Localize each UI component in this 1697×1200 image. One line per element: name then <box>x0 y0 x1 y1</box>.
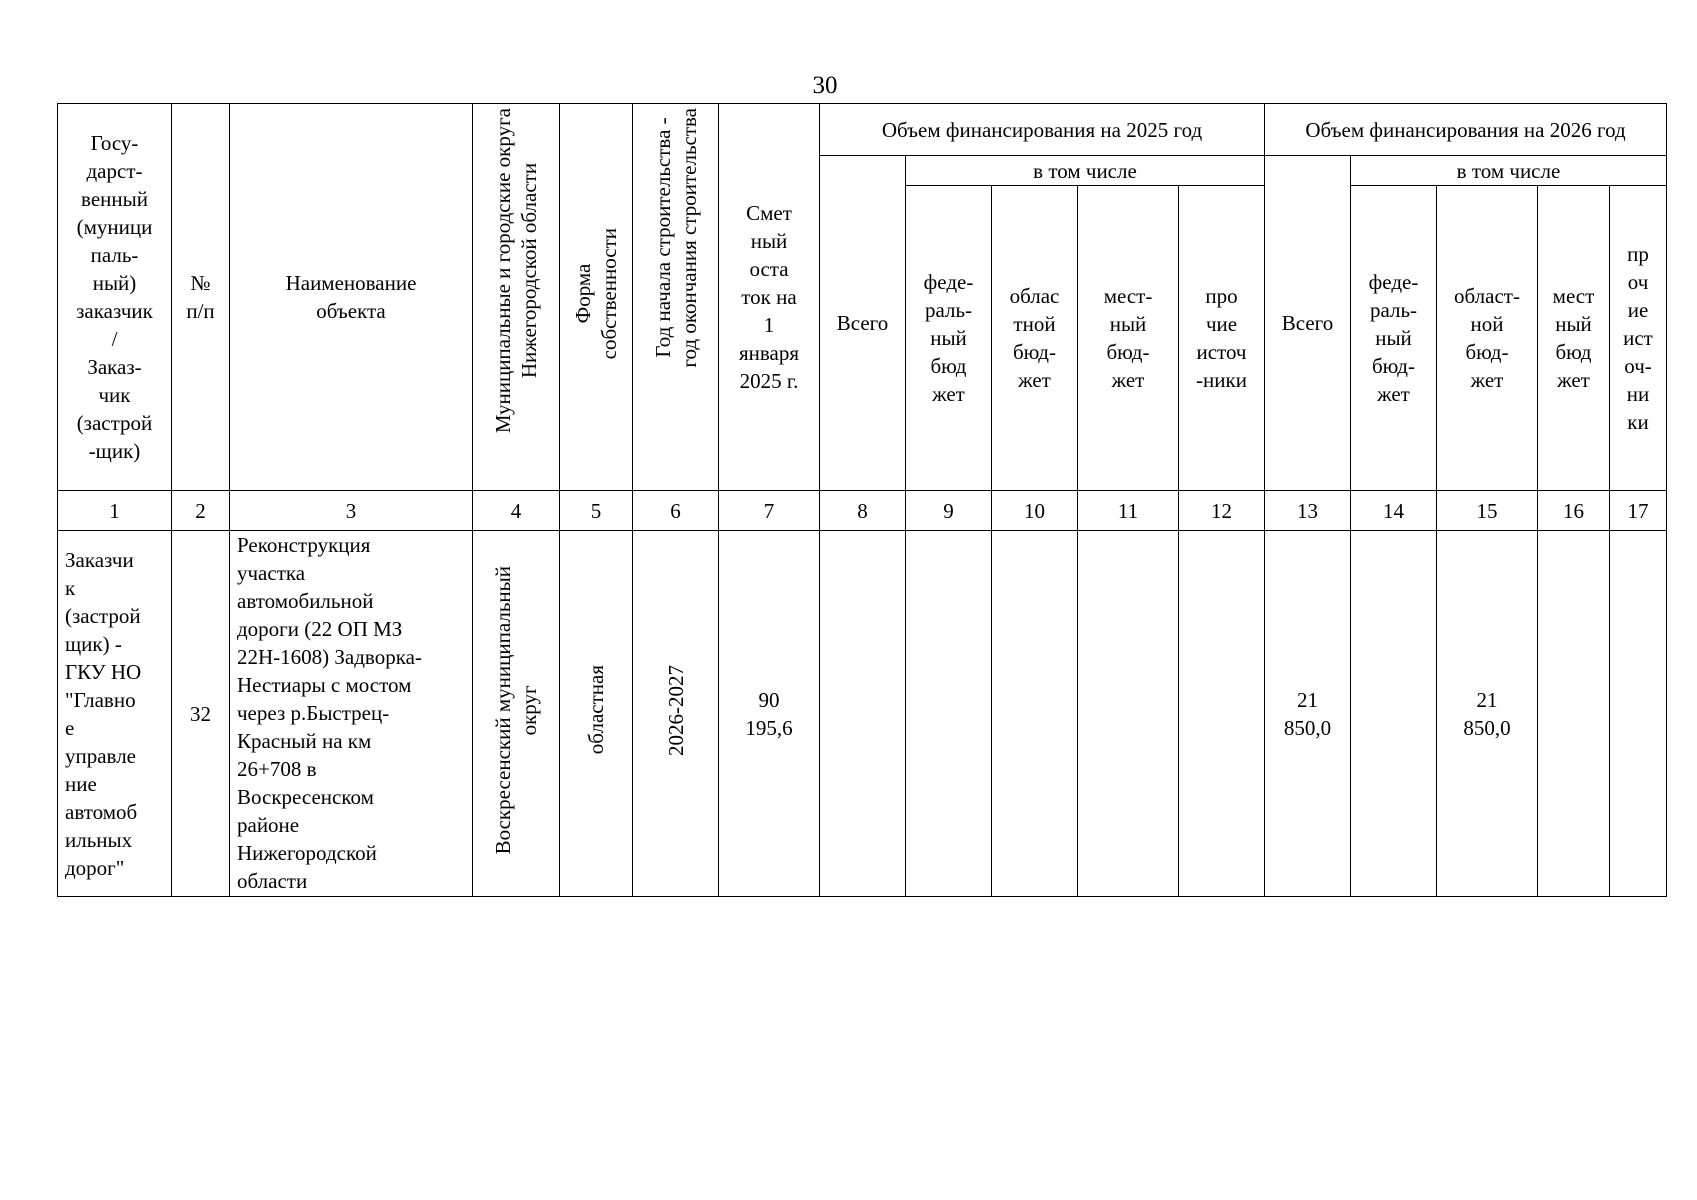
column-number: 5 <box>560 491 633 531</box>
column-number: 17 <box>1610 491 1667 531</box>
column-number: 3 <box>230 491 473 531</box>
cell-total-2025 <box>820 531 906 897</box>
header-including-2025: в том числе <box>906 156 1265 186</box>
header-financing-2026: Объем финансирования на 2026 год <box>1265 104 1667 156</box>
column-number: 2 <box>172 491 230 531</box>
header-total-2025: Всего <box>820 156 906 491</box>
header-row-groups <box>58 104 1667 156</box>
header-regional-2025: облас тной бюд- жет <box>992 186 1078 491</box>
header-federal-2026: феде- раль- ный бюд- жет <box>1351 186 1437 491</box>
header-number: № п/п <box>172 104 230 491</box>
header-federal-2025: феде- раль- ный бюд жет <box>906 186 992 491</box>
column-number: 9 <box>906 491 992 531</box>
cell-district: Воскресенский муниципальный округ <box>473 531 560 897</box>
column-number: 7 <box>719 491 820 531</box>
column-number: 4 <box>473 491 560 531</box>
cell-other-2026 <box>1610 531 1667 897</box>
header-district: Муниципальные и городские округа Нижегородской области <box>473 104 560 491</box>
cell-other-2025 <box>1179 531 1265 897</box>
cell-estimated-balance: 90 195,6 <box>719 531 820 897</box>
header-ownership: Форма собственности <box>560 104 633 491</box>
column-number: 8 <box>820 491 906 531</box>
header-object-name: Наименование объекта <box>230 104 473 491</box>
header-years: Год начала строительства - год окончания строительства <box>633 104 719 491</box>
cell-federal-2025 <box>906 531 992 897</box>
header-other-2026: пр оч ие ист оч- ни ки <box>1610 186 1667 491</box>
header-including-2026: в том числе <box>1351 156 1667 186</box>
financing-table <box>57 103 1667 897</box>
column-number: 10 <box>992 491 1078 531</box>
cell-local-2025 <box>1078 531 1179 897</box>
cell-total-2026: 21 850,0 <box>1265 531 1351 897</box>
column-number: 15 <box>1437 491 1538 531</box>
page-number: 30 <box>812 72 838 99</box>
column-numbers-row <box>58 491 1667 531</box>
header-local-2026: мест ный бюд жет <box>1538 186 1610 491</box>
column-number: 14 <box>1351 491 1437 531</box>
cell-regional-2025 <box>992 531 1078 897</box>
header-financing-2025: Объем финансирования на 2025 год <box>820 104 1265 156</box>
cell-customer: Заказчи к (застрой щик) - ГКУ НО "Главно е управле ние автомоб ильных дорог" <box>58 531 172 897</box>
column-number: 12 <box>1179 491 1265 531</box>
header-customer: Госу- дарст- венный (муници паль- ный) заказчик / Заказ- чик (застрой -щик) <box>58 104 172 491</box>
cell-years: 2026-2027 <box>633 531 719 897</box>
header-estimated-balance: Смет ный оста ток на 1 января 2025 г. <box>719 104 820 491</box>
table-row <box>58 531 1667 897</box>
cell-regional-2026: 21 850,0 <box>1437 531 1538 897</box>
cell-object-name: Реконструкция участка автомобильной дороги (22 ОП МЗ 22Н-1608) Задворка- Нестиары с мостом через р.Быстрец- Красный на км 26+708 в Воскресенском районе Нижегородской области <box>230 531 473 897</box>
cell-number: 32 <box>172 531 230 897</box>
header-total-2026: Всего <box>1265 156 1351 491</box>
column-number: 1 <box>58 491 172 531</box>
cell-local-2026 <box>1538 531 1610 897</box>
column-number: 11 <box>1078 491 1179 531</box>
column-number: 13 <box>1265 491 1351 531</box>
column-number: 6 <box>633 491 719 531</box>
header-regional-2026: област- ной бюд- жет <box>1437 186 1538 491</box>
cell-federal-2026 <box>1351 531 1437 897</box>
column-number: 16 <box>1538 491 1610 531</box>
cell-ownership: областная <box>560 531 633 897</box>
header-local-2025: мест- ный бюд- жет <box>1078 186 1179 491</box>
header-other-2025: про чие источ -ники <box>1179 186 1265 491</box>
